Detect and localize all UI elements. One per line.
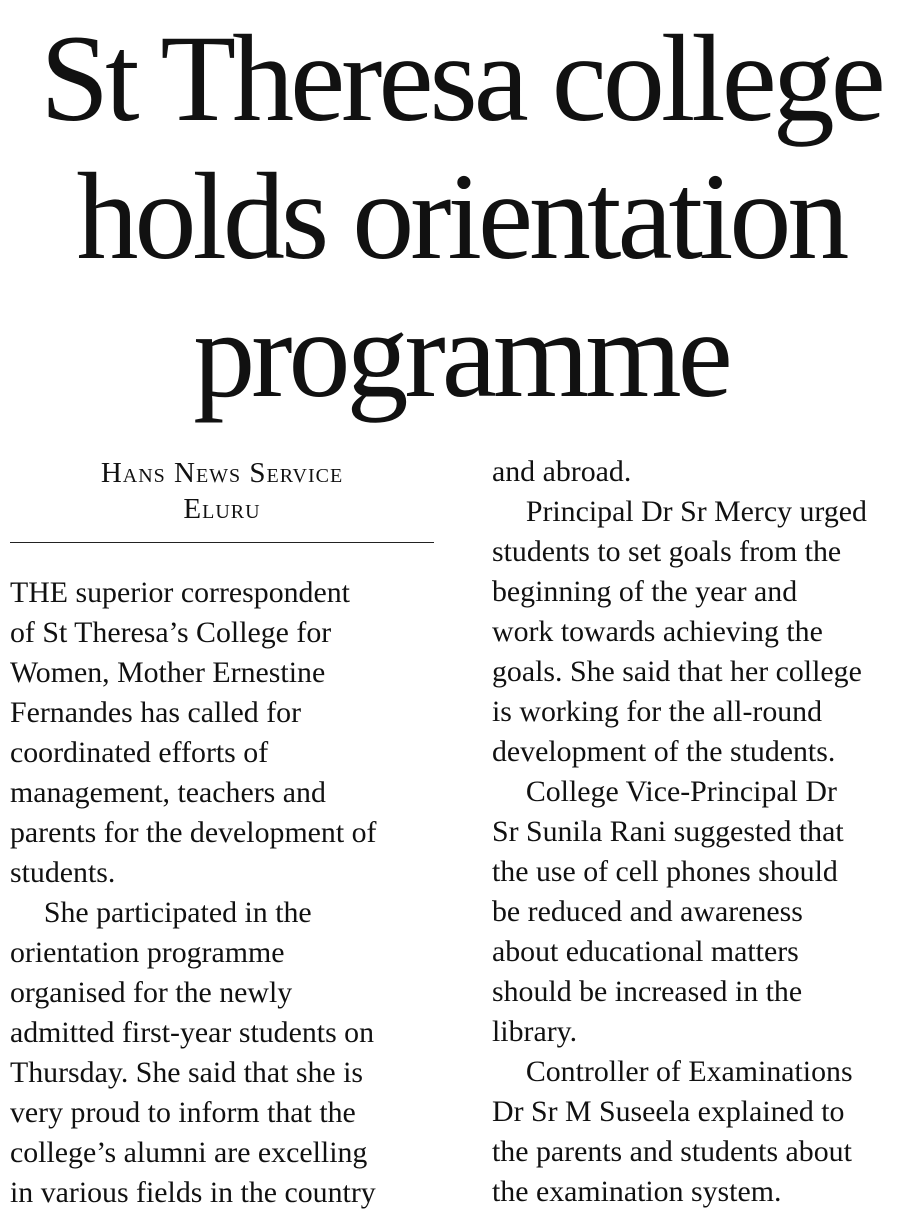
- body-line: Controller of Examinations: [525, 1055, 853, 1088]
- body-line: coordinated efforts of: [10, 736, 269, 769]
- body-line: college’s alumni are excelling: [10, 1136, 368, 1169]
- body-line: Thursday. She said that she is: [10, 1056, 364, 1089]
- body-line: Dr Sr M Suseela explained to: [492, 1095, 845, 1128]
- body-line: be reduced and awareness: [492, 895, 803, 928]
- body-line: of St Theresa’s College for: [10, 616, 332, 649]
- article-column-right: [492, 452, 920, 1212]
- body-line: Principal Dr Sr Mercy urged: [525, 495, 867, 528]
- body-line: Women, Mother Ernestine: [10, 656, 326, 689]
- body-line: the examination system.: [492, 1175, 782, 1208]
- body-line: parents for the development of: [10, 816, 377, 849]
- article-column-left: [10, 573, 440, 1213]
- body-line: and abroad.: [492, 455, 632, 488]
- headline-line-2: holds orientation: [76, 148, 846, 285]
- body-line: College Vice-Principal Dr: [525, 775, 837, 808]
- byline-location: Eluru: [183, 493, 261, 525]
- body-line: work towards achieving the: [492, 615, 823, 648]
- byline-divider: [10, 542, 434, 543]
- article-headline: [0, 10, 922, 424]
- body-line: about educational matters: [492, 935, 799, 968]
- headline-line-1: St Theresa college: [40, 10, 882, 147]
- body-line: should be increased in the: [492, 975, 803, 1008]
- body-line: She participated in the: [43, 896, 312, 929]
- body-line: the parents and students about: [492, 1135, 852, 1168]
- body-line: very proud to inform that the: [10, 1096, 356, 1129]
- body-line: library.: [492, 1015, 578, 1048]
- body-line: Fernandes has called for: [10, 696, 302, 729]
- body-line: admitted first-year students on: [10, 1016, 375, 1049]
- body-line: the use of cell phones should: [492, 855, 838, 888]
- body-line: goals. She said that her college: [492, 655, 862, 688]
- body-line: students to set goals from the: [492, 535, 842, 568]
- body-line: in various fields in the country: [10, 1176, 376, 1209]
- byline-agency: Hans News Service: [100, 457, 344, 489]
- body-line: orientation programme: [10, 936, 285, 969]
- body-line: management, teachers and: [10, 776, 326, 809]
- body-line: beginning of the year and: [492, 575, 798, 608]
- body-line: is working for the all-round: [492, 695, 823, 728]
- body-line: THE superior correspondent: [10, 576, 350, 609]
- body-line: development of the students.: [492, 735, 836, 768]
- headline-line-3: programme: [193, 286, 729, 423]
- byline: [10, 455, 434, 527]
- body-line: organised for the newly: [10, 976, 293, 1009]
- body-line: students.: [10, 856, 116, 889]
- body-line: Sr Sunila Rani suggested that: [492, 815, 844, 848]
